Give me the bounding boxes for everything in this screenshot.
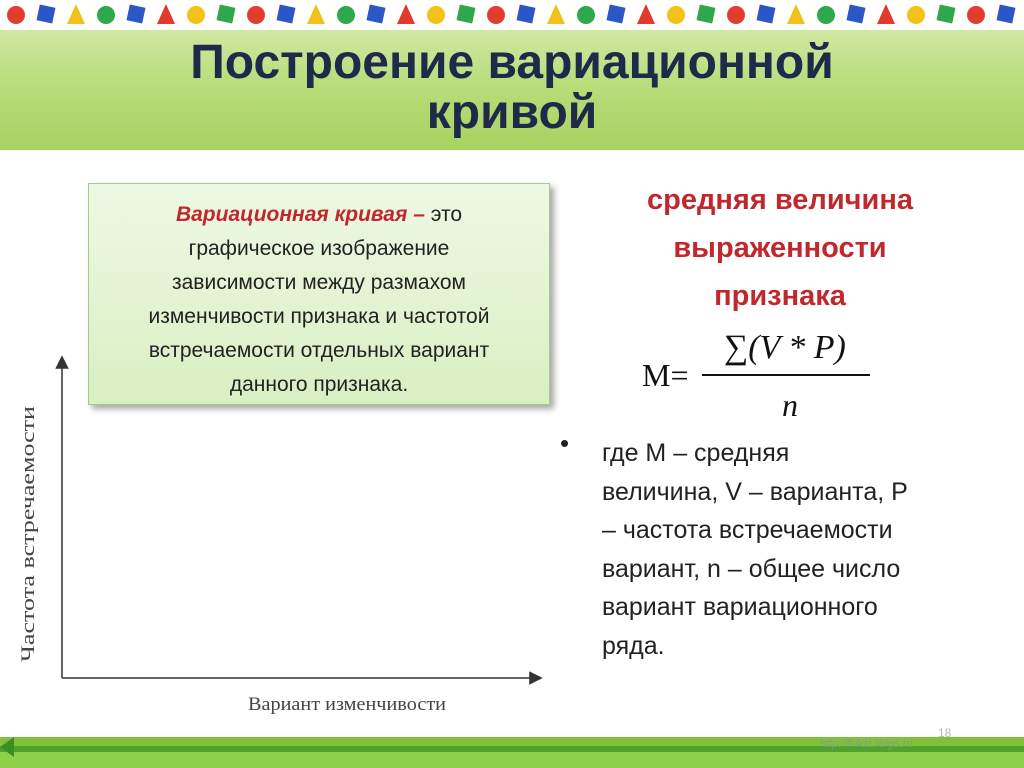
watermark: http://fr4dz.ru/gs.ru [820, 738, 913, 750]
definition-line: изменчивости признака и частотой [148, 305, 490, 328]
decorative-cube-shape [517, 5, 536, 24]
decorative-cube-shape [697, 5, 716, 24]
formula-explanation [602, 434, 982, 665]
explanation-line: вариант, n – общее число [602, 554, 901, 583]
definition-line: зависимости между размахом [172, 271, 466, 294]
formula-lhs: M= [642, 357, 689, 393]
decorative-ball-shape [487, 6, 505, 24]
decorative-ball-shape [97, 6, 115, 24]
decorative-cone-shape [787, 4, 805, 24]
decorative-ball-shape [577, 6, 595, 24]
decorative-cone-shape [67, 4, 85, 24]
mean-formula [640, 318, 880, 428]
decorative-cone-shape [877, 4, 895, 24]
definition-line: встречаемости отдельных вариант [148, 339, 490, 362]
decorative-ball-shape [727, 6, 745, 24]
decorative-ball-shape [247, 6, 265, 24]
shapes-pattern [0, 0, 1024, 30]
mean-heading [600, 176, 960, 320]
decorative-cube-shape [937, 5, 956, 24]
mean-heading-line: выраженности [673, 232, 887, 264]
mean-heading-line: средняя величина [647, 184, 913, 216]
decorative-shapes-strip [0, 0, 1024, 30]
decorative-cone-shape [547, 4, 565, 24]
decorative-cone-shape [157, 4, 175, 24]
slide-number: 18 [938, 726, 952, 740]
decorative-cube-shape [457, 5, 476, 24]
definition-first-line [103, 198, 535, 232]
decorative-cube-shape [847, 5, 866, 24]
decorative-cube-shape [757, 5, 776, 24]
explanation-line: где M – средняя [602, 439, 790, 467]
bullet-icon: • [560, 428, 570, 458]
decorative-ball-shape [907, 6, 925, 24]
formula-numerator: ∑(V * P) [724, 329, 846, 366]
axes-diagram [0, 340, 560, 720]
explanation-line: ряда. [602, 631, 665, 660]
formula-denominator: n [782, 387, 798, 423]
decorative-ball-shape [667, 6, 685, 24]
y-axis-label: Частота встречаемости [18, 475, 39, 662]
decorative-ball-shape [187, 6, 205, 24]
definition-line: графическое изображение [188, 237, 450, 260]
explanation-line: – частота встречаемости [602, 516, 893, 544]
decorative-cube-shape [217, 5, 236, 24]
decorative-cube-shape [277, 5, 296, 24]
decorative-ball-shape [817, 6, 835, 24]
decorative-cone-shape [307, 4, 325, 24]
mean-heading-line: признака [714, 280, 846, 312]
decorative-ball-shape [7, 6, 25, 24]
decorative-cone-shape [397, 4, 415, 24]
decorative-cube-shape [127, 5, 146, 24]
definition-term: Вариационная кривая – [175, 203, 425, 226]
x-axis-label: Вариант изменчивости [248, 694, 446, 715]
definition-line: данного признака. [229, 373, 409, 396]
page-title [0, 38, 1024, 138]
decorative-cube-shape [37, 5, 56, 24]
decorative-cube-shape [367, 5, 386, 24]
title-line-2: кривой [426, 86, 598, 139]
decorative-ball-shape [337, 6, 355, 24]
explanation-line: величина, V – варианта, P [602, 477, 908, 506]
decorative-ball-shape [427, 6, 445, 24]
definition-lead: это [424, 203, 463, 226]
title-line-1: Построение вариационной [190, 36, 834, 89]
decorative-cube-shape [607, 5, 626, 24]
decorative-cube-shape [997, 5, 1016, 24]
explanation-line: вариант вариационного [602, 593, 878, 621]
decorative-ball-shape [967, 6, 985, 24]
decorative-cone-shape [637, 4, 655, 24]
